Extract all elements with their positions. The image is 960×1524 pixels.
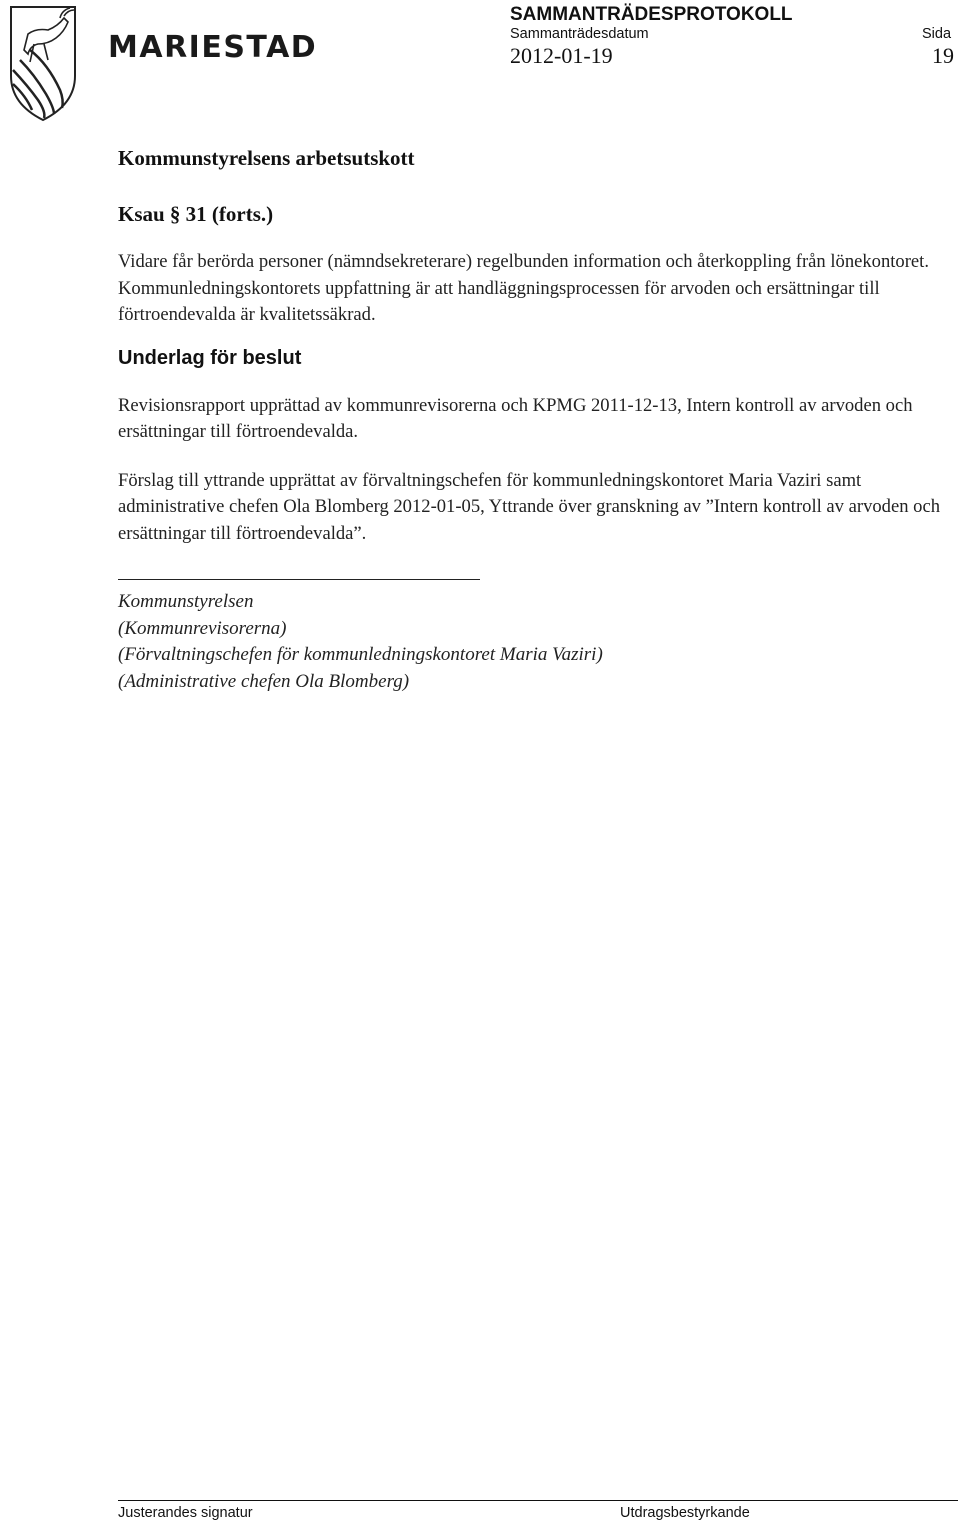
document-type: SAMMANTRÄDESPROTOKOLL — [510, 4, 793, 25]
mariestad-coat-of-arms-logo — [8, 4, 78, 124]
paragraph-audit-report: Revisionsrapport upprättad av kommunrevisorerna och KPMG 2011-12-13, Intern kontroll av arvoden och ersättningar till förtroendevalda. — [118, 394, 913, 442]
recipient-item: Kommunstyrelsen — [118, 591, 254, 612]
recipients-list — [118, 589, 953, 695]
recipient-item: (Kommunrevisorerna) — [118, 617, 287, 639]
paragraph-process-info: Vidare får berörda personer (nämndsekreterare) regelbunden information och återkoppling från lönekontoret. Kommunledningskontorets uppfattning är att handläggningsprocessen för arvoden och ersättningar till förtroendevalda är kvalitetssäkrad. — [118, 251, 929, 325]
recipient-item: (Administrative chefen Ola Blomberg) — [118, 670, 410, 692]
footer-signature-label: Justerandes signatur — [118, 1505, 253, 1521]
meeting-date-label: Sammanträdesdatum — [510, 26, 649, 42]
section-reference: Ksau § 31 (forts.) — [118, 202, 274, 226]
footer-certification-label: Utdragsbestyrkande — [620, 1505, 750, 1521]
recipient-item: (Förvaltningschefen för kommunledningskontoret Maria Vaziri) — [118, 644, 603, 665]
recipients-divider — [118, 579, 480, 580]
meeting-date: 2012-01-19 — [510, 43, 613, 68]
page-number: 19 — [932, 43, 954, 68]
logo-wordmark: MARIESTAD — [108, 30, 318, 65]
footer-divider — [118, 1500, 958, 1501]
document-body — [118, 145, 953, 695]
subheading-decision-basis: Underlag för beslut — [118, 346, 302, 369]
page-label: Sida — [922, 26, 952, 42]
committee-name: Kommunstyrelsens arbetsutskott — [118, 146, 415, 170]
paragraph-statement-proposal: Förslag till yttrande upprättat av förvaltningschefen för kommunledningskontoret Maria Vaziri samt administrative chefen Ola Blomberg 2012-01-05, Yttrande över granskning av ”Intern kontroll av arvoden och ersättningar till förtroendevalda”. — [118, 469, 941, 544]
